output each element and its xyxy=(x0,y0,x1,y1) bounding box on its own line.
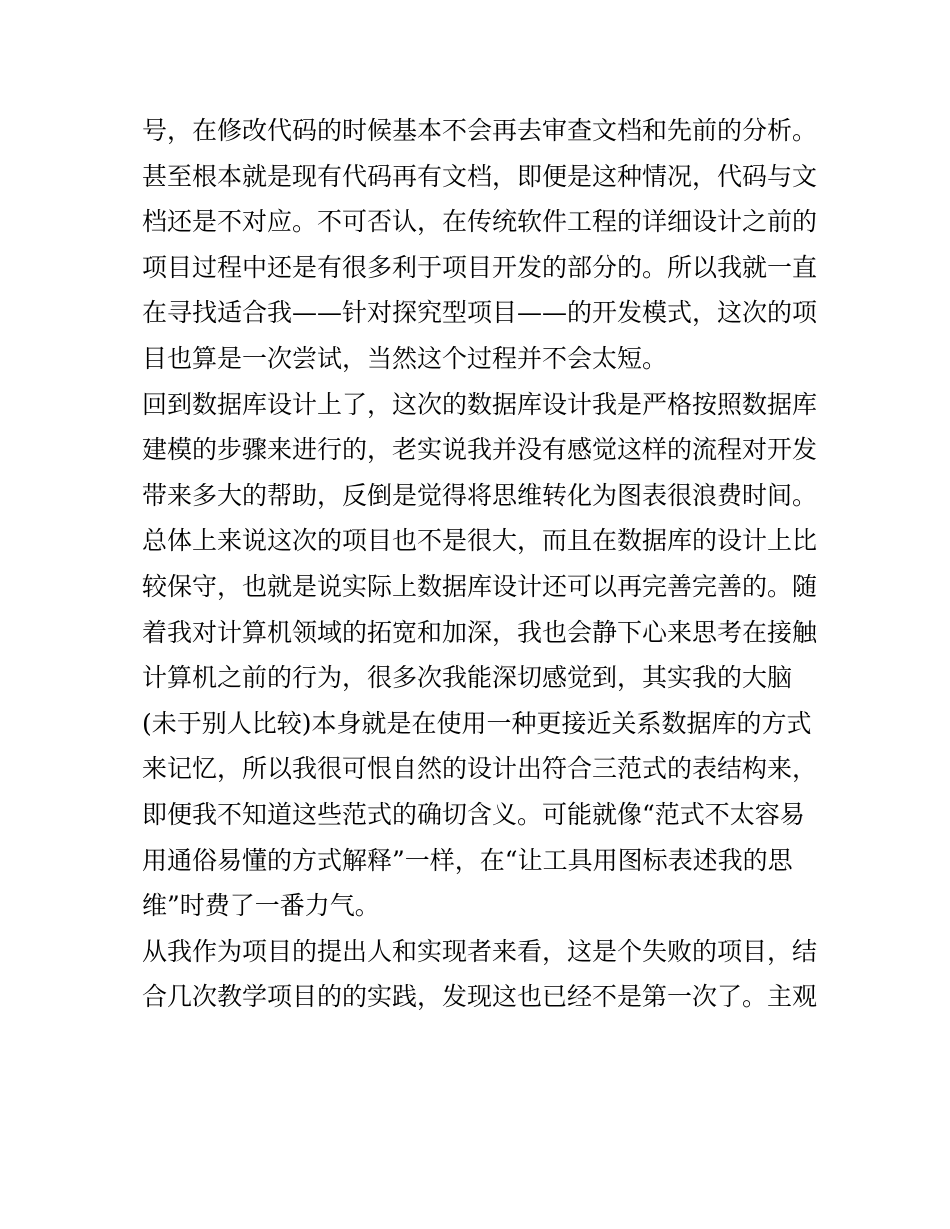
text-line: 建模的步骤来进行的，老实说我并没有感觉这样的流程对开发 xyxy=(142,435,818,465)
text-line: 项目过程中还是有很多利于项目开发的部分的。所以我就一直 xyxy=(142,252,818,282)
text-line: 用通俗易懂的方式解释”一样，在“让工具用图标表述我的思 xyxy=(142,845,793,875)
text-line: 着我对计算机领域的拓宽和加深，我也会静下心来思考在接触 xyxy=(142,617,818,647)
text-line: (未于别人比较)本身就是在使用一种更接近关系数据库的方式 xyxy=(142,708,812,738)
text-line: 合几次教学项目的的实践，发现这也已经不是第一次了。主观 xyxy=(142,982,818,1012)
text-line: 即便我不知道这些范式的确切含义。可能就像“范式不太容易 xyxy=(142,799,805,829)
text-line: 档还是不对应。不可否认，在传统软件工程的详细设计之前的 xyxy=(142,207,818,237)
text-line: 在寻找适合我——针对探究型项目——的开发模式，这次的项 xyxy=(142,298,818,328)
text-line: 较保守，也就是说实际上数据库设计还可以再完善完善的。随 xyxy=(142,571,818,601)
text-line: 维”时费了一番力气。 xyxy=(142,891,380,921)
text-line: 回到数据库设计上了，这次的数据库设计我是严格按照数据库 xyxy=(142,389,818,419)
text-line: 总体上来说这次的项目也不是很大，而且在数据库的设计上比 xyxy=(142,526,818,556)
text-line: 号，在修改代码的时候基本不会再去审查文档和先前的分析。 xyxy=(142,116,818,145)
text-line: 计算机之前的行为，很多次我能深切感觉到，其实我的大脑 xyxy=(142,663,793,693)
text-line: 来记忆，所以我很可恨自然的设计出符合三范式的表结构来， xyxy=(142,754,818,784)
text-line: 从我作为项目的提出人和实现者来看，这是个失败的项目，结 xyxy=(142,936,818,966)
body-text xyxy=(142,108,822,1020)
text-line: 目也算是一次尝试，当然这个过程并不会太短。 xyxy=(142,343,668,373)
text-line: 带来多大的帮助，反倒是觉得将思维转化为图表很浪费时间。 xyxy=(142,480,818,510)
text-line: 甚至根本就是现有代码再有文档，即便是这种情况，代码与文 xyxy=(142,161,818,191)
